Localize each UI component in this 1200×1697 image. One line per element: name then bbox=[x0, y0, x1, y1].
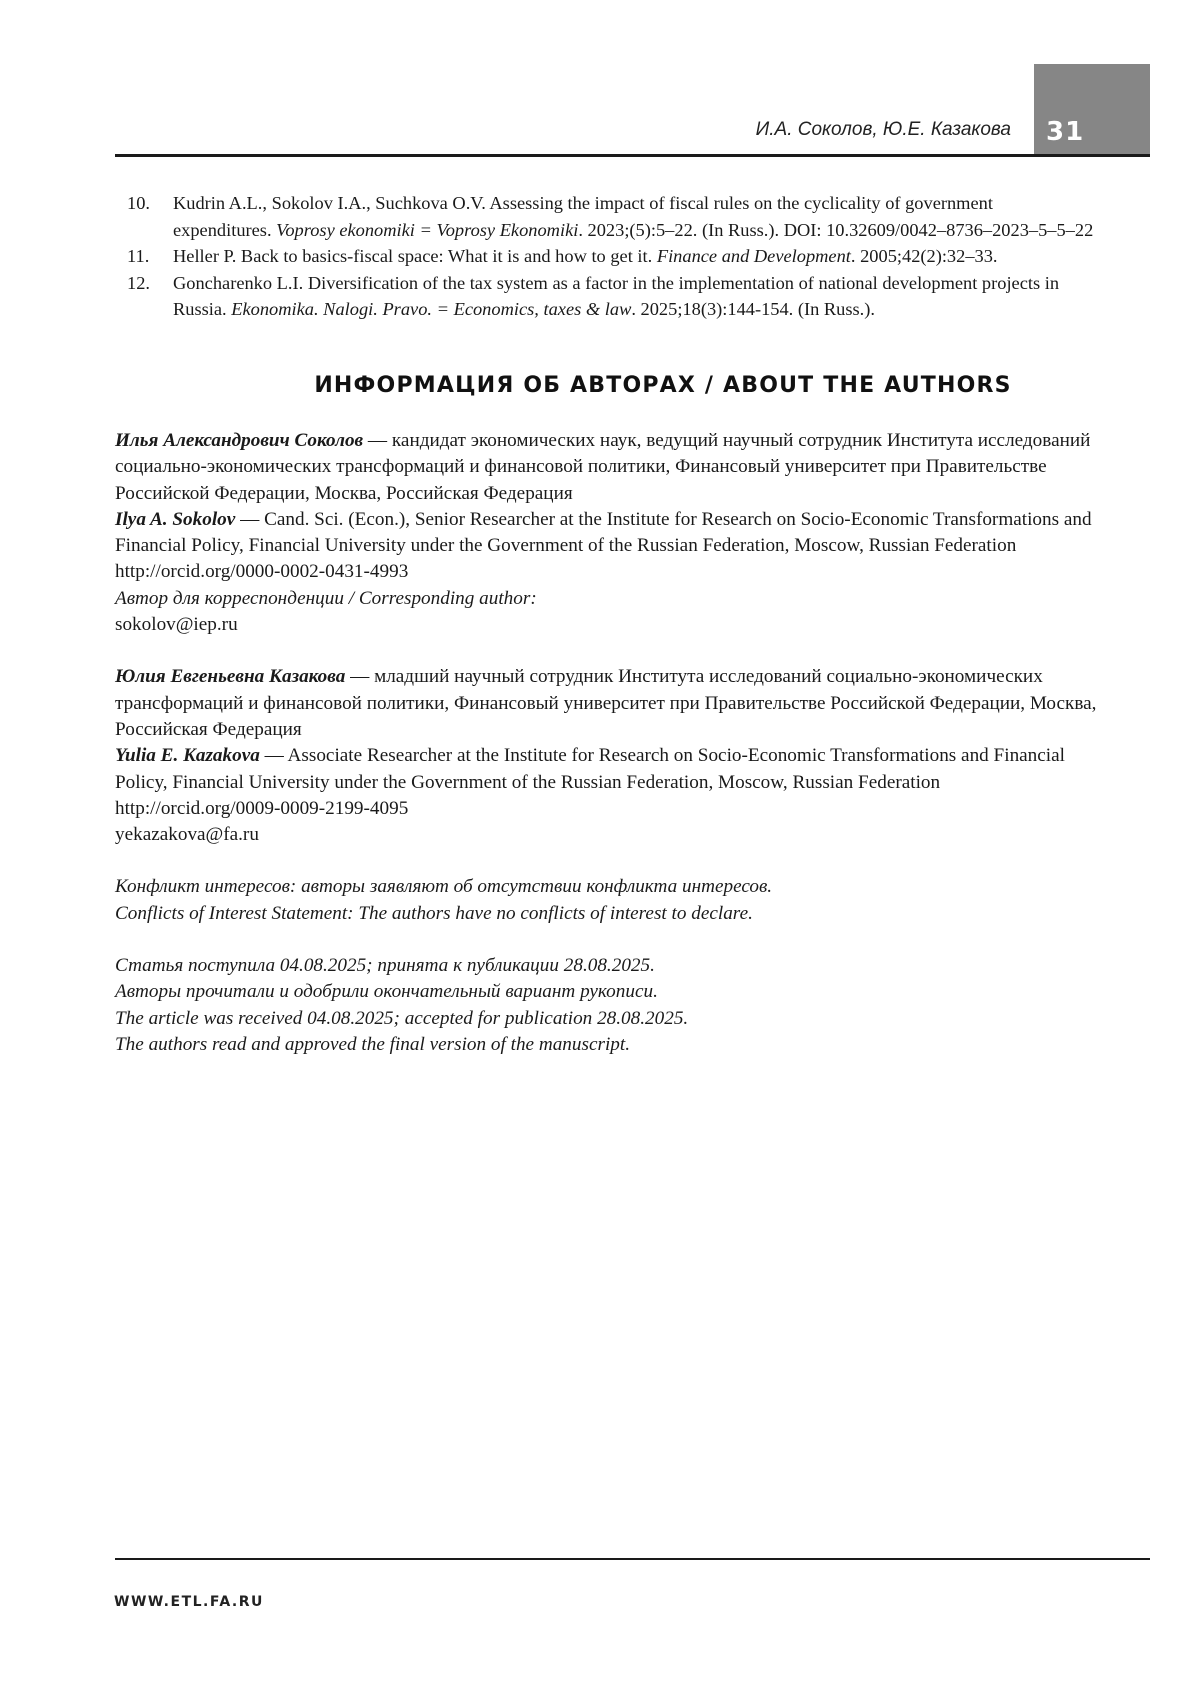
reference-number: 10. bbox=[127, 193, 150, 213]
reference-journal: Voprosy ekonomiki = Voprosy Ekonomiki bbox=[276, 219, 579, 240]
conflict-statement-ru: Конфликт интересов: авторы заявляют об отсутствии конфликта интересов. bbox=[115, 876, 773, 898]
running-header-authors: И.А. Соколов, Ю.Е. Казакова bbox=[755, 119, 1011, 140]
author-orcid[interactable]: http://orcid.org/0009-0009-2199-4095 bbox=[115, 797, 409, 819]
article-received-ru: Статья поступила 04.08.2025; принята к публикации 28.08.2025. bbox=[115, 955, 655, 977]
corresponding-author-label: Автор для корреспонденции / Corresponding author: bbox=[115, 587, 537, 609]
author-description-en: — Associate Researcher at the Institute for Research on Socio-Economic Transformations and Financial Policy, Financial University under the Government of the Russian Federation, Moscow, Russian Federation bbox=[115, 745, 1065, 793]
reference-list bbox=[115, 190, 1095, 323]
reference-details: . 2005;42(2):32–33. bbox=[850, 246, 998, 266]
header-divider bbox=[115, 154, 1150, 157]
author-orcid[interactable]: http://orcid.org/0000-0002-0431-4993 bbox=[115, 561, 409, 583]
author-name-ru: Юлия Евгеньевна Казакова bbox=[115, 666, 346, 688]
footer-divider bbox=[115, 1558, 1150, 1560]
conflict-statement-en: Conflicts of Interest Statement: The authors have no conflicts of interest to declare. bbox=[115, 902, 753, 924]
reference-item bbox=[115, 243, 1095, 270]
author-email[interactable]: yekazakova@fa.ru bbox=[115, 824, 259, 846]
authors-section bbox=[115, 428, 1097, 1058]
reference-text: Kudrin A.L., Sokolov I.A., Suchkova O.V. Assessing the impact of fiscal rules on the cyclicality of government expenditures. bbox=[173, 193, 993, 240]
author-name-en: Yulia E. Kazakova bbox=[115, 745, 260, 767]
author-bio-ru bbox=[115, 664, 1097, 743]
author-bio-en bbox=[115, 743, 1097, 796]
article-received-en: The article was received 04.08.2025; accepted for publication 28.08.2025. bbox=[115, 1007, 689, 1029]
author-description-ru: — младший научный сотрудник Института исследований социально-экономических трансформаций и финансовой политики, Финансовый университет при Правительстве Российской Федерации, Москва, Российская Федерация bbox=[115, 666, 1097, 740]
reference-item bbox=[115, 270, 1095, 323]
reference-journal: Finance and Development bbox=[656, 246, 851, 266]
page-number: 31 bbox=[1046, 117, 1085, 147]
author-description-en: — Cand. Sci. (Econ.), Senior Researcher at the Institute for Research on Socio-Economic Transformations and Financial Policy, Financial University under the Government of the Russian Federation, Moscow, Russian Federation bbox=[115, 508, 1092, 557]
article-approved-en: The authors read and approved the final version of the manuscript. bbox=[115, 1033, 630, 1055]
reference-journal: Ekonomika. Nalogi. Pravo. = Economics, taxes & law bbox=[231, 299, 632, 319]
author-email[interactable]: sokolov@iep.ru bbox=[115, 614, 238, 636]
reference-number: 12. bbox=[127, 272, 150, 293]
author-description-ru: — кандидат экономических наук, ведущий научный сотрудник Института исследований социально-экономических трансформаций и финансовой политики, Финансовый университет при Правительстве Российской Федерации, Москва, Российская Федерация bbox=[115, 430, 1091, 504]
reference-text: Heller P. Back to basics-fiscal space: What it is and how to get it. bbox=[173, 246, 657, 266]
reference-item bbox=[115, 190, 1095, 243]
footer-journal-url[interactable]: WWW.ETL.FA.RU bbox=[114, 1594, 264, 1610]
reference-details: . 2025;18(3):144-154. (In Russ.). bbox=[631, 299, 876, 319]
reference-details: . 2023;(5):5–22. (In Russ.). DOI: 10.32609/0042–8736–2023–5–5–22 bbox=[578, 219, 1094, 240]
author-name-en: Ilya A. Sokolov bbox=[115, 508, 236, 530]
article-approved-ru: Авторы прочитали и одобрили окончательный вариант рукописи. bbox=[115, 981, 658, 1003]
author-bio-en bbox=[115, 507, 1097, 560]
author-name-ru: Илья Александрович Соколов bbox=[115, 430, 364, 451]
reference-number: 11. bbox=[127, 246, 150, 266]
author-bio-ru bbox=[115, 428, 1097, 507]
section-title: ИНФОРМАЦИЯ ОБ АВТОРАХ / ABOUT THE AUTHORS bbox=[314, 373, 1012, 398]
reference-text: Goncharenko L.I. Diversification of the tax system as a factor in the implementation of national development projects in Russia. bbox=[173, 272, 1060, 319]
